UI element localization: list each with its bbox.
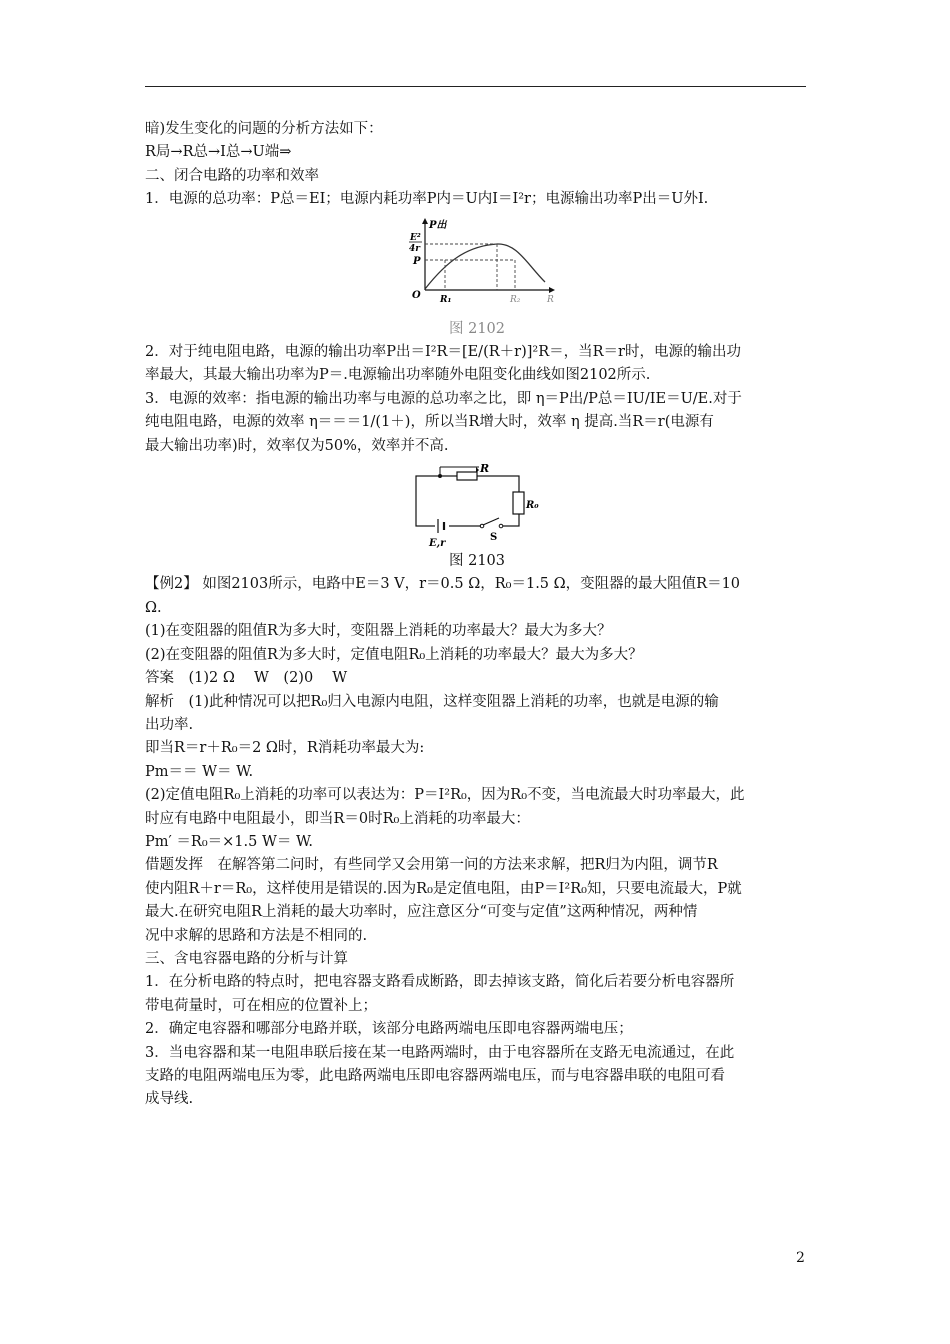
rheostat bbox=[457, 472, 477, 480]
text-line: 带电荷量时，可在相应的位置补上； bbox=[145, 997, 377, 1014]
text-line: (1)在变阻器的阻值R为多大时，变阻器上消耗的功率最大？最大为多大？ bbox=[145, 623, 612, 640]
header-rule bbox=[145, 86, 806, 87]
text-line: 3．当电容器和某一电阻串联后接在某一电路两端时，由于电容器所在支路无电流通过，在此 bbox=[145, 1044, 735, 1061]
page-content bbox=[145, 118, 809, 1112]
text-line: 率最大，其最大输出功率为P＝.电源输出功率随外电阻变化曲线如图2102所示. bbox=[145, 367, 651, 384]
y-axis-label: P出 bbox=[429, 219, 447, 231]
text-line: 成导线. bbox=[145, 1091, 194, 1108]
figure-caption-2103: 图 2103 bbox=[448, 553, 505, 570]
text-line: 2．对于纯电阻电路，电源的输出功率P出＝I²R＝[E/(R＋r)]²R＝，当R＝r时，电源的输出功 bbox=[145, 344, 741, 361]
r2-label: R₂ bbox=[510, 294, 521, 305]
er-label: E,r bbox=[429, 538, 446, 550]
origin-label: O bbox=[412, 289, 421, 301]
r0-label: R₀ bbox=[526, 500, 539, 512]
text-line: 暗)发生变化的问题的分析方法如下： bbox=[145, 121, 383, 137]
power-curve bbox=[425, 244, 545, 289]
tick-p: P bbox=[413, 255, 421, 267]
text-line: (2)定值电阻R₀上消耗的功率可以表达为：P＝I²R₀，因为R₀不变，当电流最大时功率最大，此 bbox=[145, 787, 745, 804]
text-line: 最大.在研究电阻R上消耗的最大功率时，应注意区分“可变与定值”这两种情况，两种情 bbox=[145, 904, 698, 921]
text-line: 支路的电阻两端电压为零，此电路两端电压即电容器两端电压，而与电容器串联的电阻可看 bbox=[145, 1068, 725, 1084]
text-line: 况中求解的思路和方法是不相同的. bbox=[145, 927, 368, 944]
answer-line: 答案 (1)2 Ω W (2)0 W bbox=[145, 670, 348, 687]
text-line: 解析 (1)此种情况可以把R₀归入电源内电阻，这样变阻器上消耗的功率，也就是电源的输 bbox=[145, 693, 719, 710]
text-line: 即当R＝r＋R₀＝2 Ω时，R消耗功率最大为: bbox=[145, 740, 425, 757]
text-line: 最大输出功率)时，效率仅为50%，效率并不高. bbox=[145, 437, 449, 454]
text-line: R局→R总→I总→U端⇒ bbox=[145, 144, 292, 161]
figure-caption-2102: 图 2102 bbox=[448, 320, 505, 337]
circuit-figure bbox=[413, 462, 539, 550]
text-line: 3．电源的效率：指电源的输出功率与电源的总功率之比，即 η＝P出/P总＝IU/IE＝U/E.对于 bbox=[145, 390, 742, 407]
text-line: 使内阻R＋r＝R₀，这样使用是错误的.因为R₀是定值电阻，由P＝I²R₀知，只要电流最大，P就 bbox=[145, 880, 742, 897]
text-line: 纯电阻电路，电源的效率 η＝＝＝1/(1＋)，所以当R增大时，效率 η 提高.当R＝r(电源有 bbox=[145, 414, 714, 431]
text-line: Pm′ ＝R₀＝×1.5 W＝ W. bbox=[145, 833, 313, 850]
text-line: Ω. bbox=[145, 599, 162, 616]
text-line: 1．在分析电路的特点时，把电容器支路看成断路，即去掉该支路，简化后若要分析电容器所 bbox=[145, 974, 735, 991]
text-line: 1．电源的总功率：P总＝EI；电源内耗功率P内＝U内I＝I²r；电源输出功率P出＝U外I. bbox=[145, 191, 709, 208]
text-line: 2．确定电容器和哪部分电路并联，该部分电路两端电压即电容器两端电压； bbox=[145, 1021, 633, 1038]
switch-label: S bbox=[490, 532, 498, 544]
r-label: R bbox=[480, 462, 490, 476]
text-line: Pm＝＝ W＝ W. bbox=[145, 763, 254, 780]
resistor-r0 bbox=[513, 492, 524, 514]
text-line: 出功率. bbox=[145, 716, 194, 733]
power-curve-figure bbox=[407, 216, 557, 316]
text-line: 借题发挥 在解答第二问时，有些同学又会用第一问的方法来求解，把R归为内阻，调节R bbox=[145, 857, 718, 874]
tick-4r: 4r bbox=[409, 243, 421, 254]
text-line: (2)在变阻器的阻值R为多大时，定值电阻R₀上消耗的功率最大？最大为多大？ bbox=[145, 646, 643, 663]
tick-e2: E² bbox=[410, 232, 421, 243]
section-heading: 三、含电容器电路的分析与计算 bbox=[145, 950, 348, 967]
example-heading: 【例2】 如图2103所示，电路中E＝3 V，r＝0.5 Ω，R₀＝1.5 Ω，变阻器的最大阻值R＝10 bbox=[145, 576, 741, 593]
text-line: 时应有电路中电阻最小，即当R＝0时R₀上消耗的功率最大： bbox=[145, 810, 530, 827]
page-number: 2 bbox=[796, 1250, 805, 1266]
x-axis-label: R bbox=[547, 294, 554, 305]
section-heading: 二、闭合电路的功率和效率 bbox=[145, 167, 319, 184]
r1-label: R₁ bbox=[440, 294, 452, 305]
